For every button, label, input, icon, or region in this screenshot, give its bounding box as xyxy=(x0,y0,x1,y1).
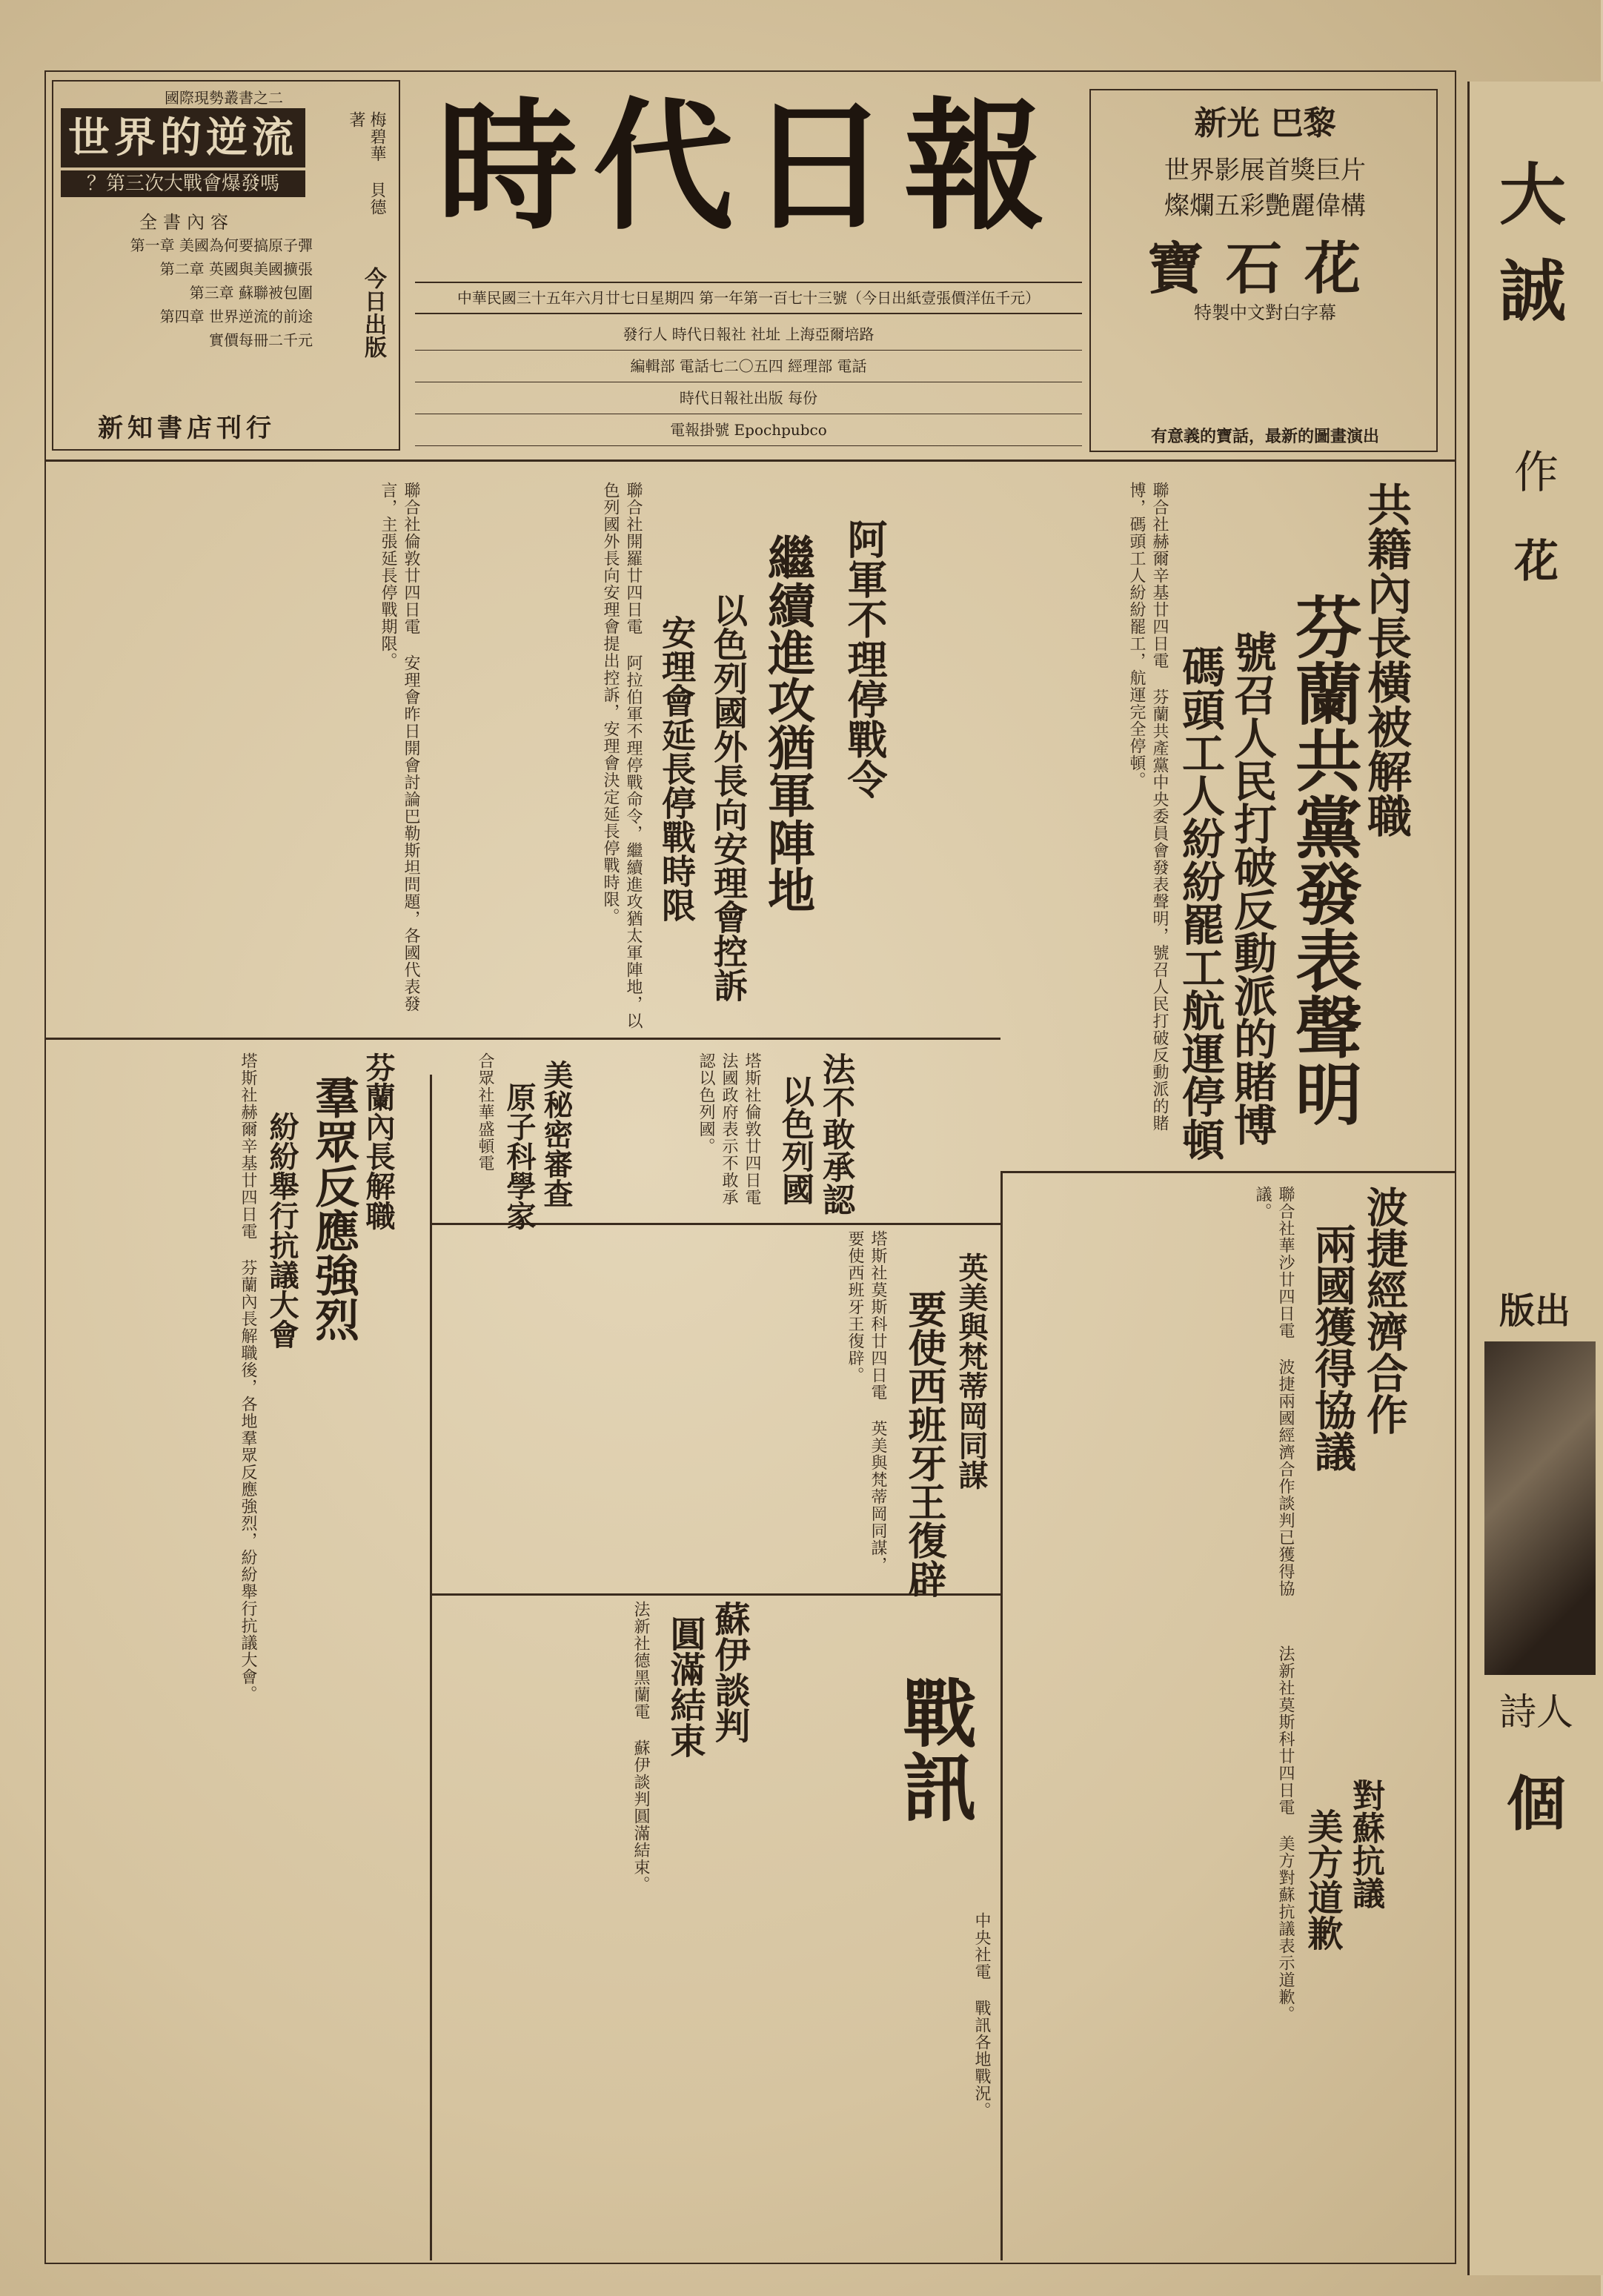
spain-body-text: 塔斯社莫斯科廿四日電 英美與梵蒂岡同謀，要使西班牙王復辟。 xyxy=(846,1230,887,1573)
ad-right-line1: 世界影展首獎巨片 xyxy=(1164,156,1366,185)
war-body xyxy=(445,1912,993,2253)
ad-right-box xyxy=(1089,89,1438,452)
finland-kicker: 共籍內長橫被解職 xyxy=(1360,482,1412,837)
strip-pub: 版出 xyxy=(1499,1290,1571,1332)
ad-left-chapters xyxy=(61,233,313,352)
arab-sub2: 安理會延長停戰時限 xyxy=(657,615,697,922)
ad-left-box xyxy=(52,80,400,451)
strip-ad-top: 大誠 xyxy=(1499,156,1566,331)
arab-headline: 阿軍不理停戰令 xyxy=(841,519,889,799)
left-top-body-text: 聯合社倫敦廿四日電 安理會昨日開會討論巴勒斯坦問題，各國代表發言，主張延長停戰期限。 xyxy=(379,482,420,1012)
poland-headline: 波捷經濟合作 xyxy=(1360,1186,1409,1435)
issue-line: 中華民國三十五年六月廿七日星期四 第一年第一百七十三號（今日出紙壹張價洋伍千元） xyxy=(415,282,1082,314)
column-divider xyxy=(430,1075,432,2260)
section-divider xyxy=(44,1038,1000,1040)
strip-poet2: 個 xyxy=(1507,1769,1566,1839)
ad-left-contents-label: 全書內容 xyxy=(139,212,234,233)
publisher-row: 編輯部 電話七二〇五四 經理部 電話 xyxy=(415,351,1082,382)
ad-right-line3: 特製中文對白字幕 xyxy=(1194,302,1336,323)
ad-right-film: 寶石花 xyxy=(1147,236,1383,302)
reaction-body xyxy=(52,1052,259,2253)
ad-left-today: 今日出版 xyxy=(360,267,386,359)
apology-body-text: 法新社莫斯科廿四日電 美方對蘇抗議表示道歉。 xyxy=(1276,1645,1295,2023)
atomic-headline: 美秘密審查 xyxy=(539,1060,574,1208)
strip-photo xyxy=(1484,1341,1596,1675)
arab-sub1: 以色列國外長向安理會控訴 xyxy=(708,593,749,1002)
ad-right-line2: 燦爛五彩艷麗偉構 xyxy=(1164,191,1366,221)
soviet-body xyxy=(445,1601,652,1897)
war-body-text: 中央社電 戰訊各地戰況。 xyxy=(972,1912,991,2119)
israel-body xyxy=(593,1052,763,1215)
arab-body-text: 聯合社開羅廿四日電 阿拉伯軍不理停戰命令，繼續進攻猶太軍陣地，以色列國外長向安理會提出控訴，安理會決定延長停戰時限。 xyxy=(601,482,643,1029)
adjacent-page-strip xyxy=(1467,82,1603,2275)
apology-body xyxy=(1015,1645,1297,2253)
ad-left-publisher: 新知書店刊行 xyxy=(98,414,276,443)
strip-ad-mid: 作 xyxy=(1514,447,1559,499)
ad-left-authors: 梅碧華 貝德 著 xyxy=(347,111,386,216)
arab-body xyxy=(430,482,645,1030)
masthead-divider xyxy=(44,459,1456,462)
israel-headline2: 以色列國 xyxy=(776,1075,814,1205)
reaction-headline: 羣眾反應強烈 xyxy=(308,1075,359,1341)
apology-headline: 美方道歉 xyxy=(1301,1808,1343,1951)
reaction-body-text: 塔斯社赫爾辛基廿四日電 芬蘭內長解職後，各地羣眾反應強烈，紛紛舉行抗議大會。 xyxy=(239,1052,257,1702)
israel-body-text: 塔斯社倫敦廿四日電 法國政府表示不敢承認以色列國。 xyxy=(697,1052,761,1206)
column-divider xyxy=(1000,1171,1003,2260)
israel-headline: 法不敢承認 xyxy=(817,1052,854,1215)
reaction-kicker: 芬蘭內長解職 xyxy=(361,1052,396,1230)
section-divider xyxy=(1000,1171,1456,1173)
finland-body-text: 聯合社赫爾辛基廿四日電 芬蘭共產黨中央委員會發表聲明，號召人民打破反動派的賭博，碼頭工人紛紛罷工，航運完全停頓。 xyxy=(1127,482,1169,1132)
reaction-sub: 紛紛舉行抗議大會 xyxy=(265,1112,299,1349)
ad-left-title: 世界的逆流 xyxy=(61,108,305,167)
ad-right-footer: 有意義的寶話，最新的圖畫演出 xyxy=(1150,427,1379,446)
telegraph: 電報掛號 Epochpubco xyxy=(415,414,1082,446)
spain-headline: 要使西班牙王復辟 xyxy=(901,1290,946,1598)
spain-body xyxy=(445,1230,889,1586)
soviet-headline: 蘇伊談判 xyxy=(708,1601,750,1743)
finland-sub2: 碼頭工人紛紛罷工航運停頓 xyxy=(1175,645,1225,1161)
chapter-item: 第四章 世界逆流的前途 xyxy=(159,308,313,325)
strip-poet: 詩人 xyxy=(1499,1691,1573,1733)
ad-left-subtitle: 第三次大戰會爆發嗎？ xyxy=(61,170,305,197)
soviet-headline2: 圓滿結束 xyxy=(664,1616,706,1758)
poland-body xyxy=(1015,1186,1297,1630)
masthead-title: 時代日報 xyxy=(437,84,1060,249)
chapter-item: 第一章 美國為何要搞原子彈 xyxy=(130,236,313,254)
ad-left-small-header: 國際現勢叢書之二 xyxy=(165,89,283,107)
ad-right-cinemas: 新光 巴黎 xyxy=(1194,104,1336,142)
finland-headline: 芬蘭共黨發表聲明 xyxy=(1284,593,1362,1127)
finland-sub1: 號召人民打破反動派的賭博 xyxy=(1227,630,1277,1146)
publisher-row: 時代日報社出版 每份 xyxy=(415,382,1082,414)
chapter-item: 第三章 蘇聯被包圍 xyxy=(189,284,313,302)
finland-body xyxy=(1008,482,1171,1164)
chapter-price: 實價每冊二千元 xyxy=(209,331,313,349)
poland-body-text: 聯合社華沙廿四日電 波捷兩國經濟合作談判已獲得協議。 xyxy=(1253,1186,1295,1597)
publisher-grid xyxy=(415,319,1082,445)
atomic-headline2: 原子科學家 xyxy=(502,1082,537,1230)
spain-kicker: 英美與梵蒂岡同謀 xyxy=(954,1252,989,1490)
strip-ad-mid2: 花 xyxy=(1514,536,1559,588)
atomic-body xyxy=(437,1052,497,1215)
poland-headline2: 兩國獲得協議 xyxy=(1308,1223,1357,1472)
war-headline: 戰訊 xyxy=(890,1675,978,1823)
chapter-item: 第二章 英國與美國擴張 xyxy=(159,260,313,278)
atomic-body-text: 合眾社華盛頓電 xyxy=(476,1052,494,1172)
left-top-body xyxy=(52,482,422,1030)
arab-headline2: 繼續進攻猶軍陣地 xyxy=(760,534,815,913)
apology-kicker: 對蘇抗議 xyxy=(1347,1779,1384,1909)
publisher-row: 發行人 時代日報社 社址 上海亞爾培路 xyxy=(415,319,1082,351)
soviet-body-text: 法新社德黑蘭電 蘇伊談判圓滿結束。 xyxy=(631,1601,650,1893)
